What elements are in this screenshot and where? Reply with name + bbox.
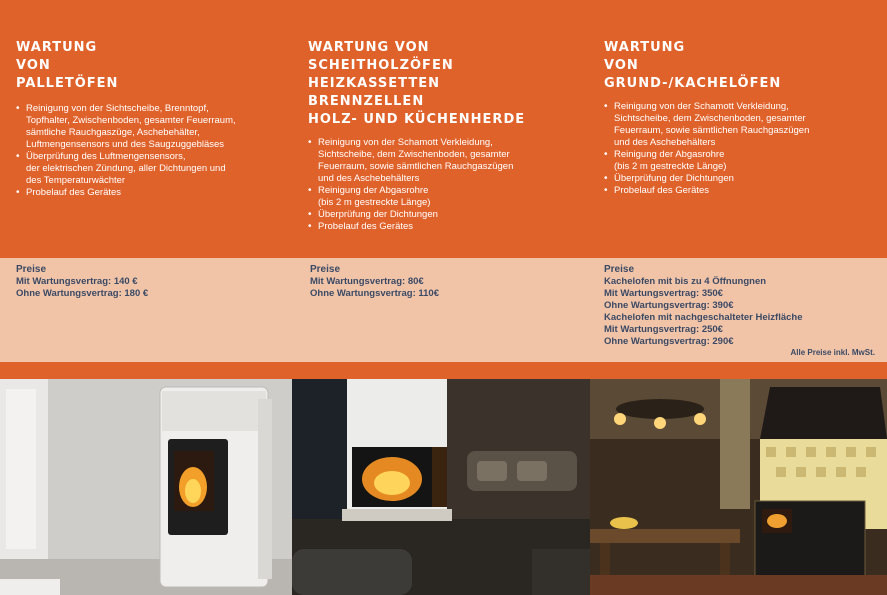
price-line: Ohne Wartungsvertrag: 110€ [310, 288, 439, 299]
divider [0, 362, 887, 379]
price-line: Ohne Wartungsvertrag: 290€ [604, 336, 734, 347]
column-title: WARTUNG VON GRUND-/KACHELÖFEN [604, 40, 782, 91]
price-line: Mit Wartungsvertrag: 350€ [604, 288, 723, 299]
price-block [604, 264, 803, 348]
corner-fireplace-photo [292, 379, 590, 595]
list-item: • Reinigung der Abgasrohre (bis 2 m gestreckte Länge) [604, 149, 809, 173]
kitchen-stove-photo [590, 379, 887, 595]
price-line: Kachelofen mit nachgeschalteter Heizfläche [604, 312, 803, 323]
price-line: Ohne Wartungsvertrag: 390€ [604, 300, 734, 311]
price-line: Mit Wartungsvertrag: 140 € [16, 276, 138, 287]
list-item: • Überprüfung der Dichtungen [308, 209, 513, 221]
list-item: • Überprüfung des Luftmengensensors, der elektrischen Zündung, aller Dichtungen und des Temperaturwächter [16, 151, 236, 187]
price-line: Mit Wartungsvertrag: 250€ [604, 324, 723, 335]
list-item: • Reinigung von der Sichtscheibe, Brenntopf, Topfhalter, Zwischenboden, gesamter Feuerraum, sämtliche Rauchgaszüge, Aschebehälter, Luftmengensensors und des Saugzuggebläses [16, 103, 236, 151]
list-item: • Reinigung von der Schamott Verkleidung, Sichtscheibe, dem Zwischenboden, gesamter Feuerraum, sowie sämtlichen Rauchgaszügen und des Aschebehälters [308, 137, 513, 185]
service-list [16, 103, 236, 199]
pellet-stove-photo [0, 379, 292, 595]
list-item: • Reinigung der Abgasrohre (bis 2 m gestreckte Länge) [308, 185, 513, 209]
list-item: • Probelauf des Gerätes [16, 187, 236, 199]
column-title: WARTUNG VON PALLETÖFEN [16, 40, 119, 91]
vat-note: Alle Preise inkl. MwSt. [790, 348, 875, 357]
price-heading: Preise [16, 264, 47, 275]
service-list [308, 137, 513, 233]
price-line: Kachelofen mit bis zu 4 Öffnungnen [604, 276, 767, 287]
price-line: Mit Wartungsvertrag: 80€ [310, 276, 424, 287]
price-section [0, 258, 887, 362]
column-title: WARTUNG VON SCHEITHOLZÖFEN HEIZKASSETTEN BRENNZELLEN HOLZ- UND KÜCHENHERDE [308, 40, 526, 127]
list-item: • Überprüfung der Dichtungen [604, 173, 809, 185]
price-block [16, 264, 148, 300]
price-heading: Preise [310, 264, 341, 275]
list-item: • Reinigung von der Schamott Verkleidung, Sichtscheibe, dem Zwischenboden, gesamter Feuerraum, sowie sämtlichen Rauchgaszügen und des Aschebehälters [604, 101, 809, 149]
list-item: • Probelauf des Gerätes [604, 185, 809, 197]
price-heading: Preise [604, 264, 635, 275]
price-line: Ohne Wartungsvertrag: 180 € [16, 288, 149, 299]
service-list [604, 101, 809, 197]
price-block [310, 264, 439, 300]
list-item: • Probelauf des Gerätes [308, 221, 513, 233]
photo-strip [0, 379, 887, 595]
service-section [0, 0, 887, 258]
